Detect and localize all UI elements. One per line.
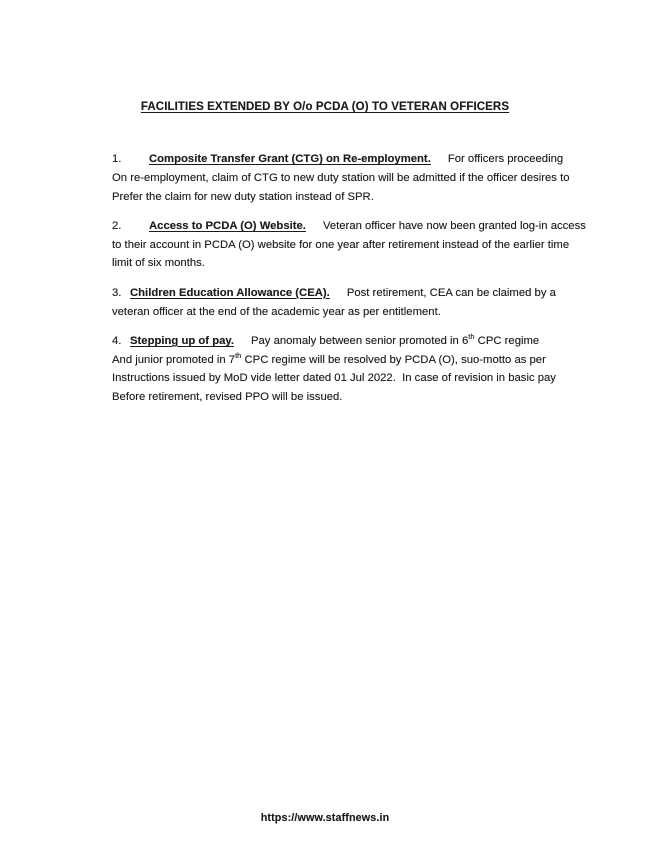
item-lead-text: For officers proceeding: [447, 153, 564, 165]
item-number: 3.: [112, 286, 122, 299]
item-heading: Stepping up of pay.: [130, 334, 234, 347]
footer-url: https://www.staffnews.in: [260, 812, 390, 824]
body-line: veteran officer at the end of the academic year as per entitlement.: [112, 305, 441, 318]
body-line: Prefer the claim for new duty station instead of SPR.: [112, 190, 374, 203]
item-heading: Composite Transfer Grant (CTG) on Re-employment.: [149, 153, 431, 165]
body-line-text: CPC regime will be resolved by PCDA (O), suo-motto as per: [241, 353, 546, 366]
body-line-text: And junior promoted in 7: [112, 353, 236, 366]
item-lead-text: Veteran officer have now been granted log-in access: [322, 219, 586, 232]
document-title: [0, 0, 650, 113]
item-number: 4.: [112, 334, 122, 347]
paragraph-website: [112, 217, 586, 273]
paragraph-cea: [112, 284, 562, 322]
document-title-text: FACILITIES EXTENDED BY O/o PCDA (O) TO VETERAN OFFICERS: [140, 101, 510, 113]
item-lead-text: CPC regime: [474, 334, 540, 347]
item-number: 1.: [112, 153, 122, 165]
body-line: [112, 351, 562, 370]
item-number: 2.: [112, 219, 122, 232]
paragraph-ctg: [112, 150, 570, 206]
paragraph-first-line: [112, 284, 562, 303]
body-line: to their account in PCDA (O) website for one year after retirement instead of the earlier time: [112, 238, 570, 251]
body-line: limit of six months.: [112, 257, 205, 270]
item-lead-text: Post retirement, CEA can be claimed by a: [346, 286, 556, 299]
item-heading: Access to PCDA (O) Website.: [149, 219, 306, 232]
item-lead-text: Pay anomaly between senior promoted in 6: [250, 334, 469, 347]
body-line: Before retirement, revised PPO will be issued.: [112, 391, 343, 404]
body-line: Instructions issued by MoD vide letter dated 01 Jul 2022. In case of revision in basic pay: [112, 372, 556, 385]
paragraph-first-line: [112, 217, 586, 236]
paragraph-stepping-up-pay: [112, 332, 562, 407]
document-body: [112, 150, 586, 407]
ordinal-superscript: th: [235, 350, 242, 360]
item-heading: Children Education Allowance (CEA).: [130, 286, 330, 299]
paragraph-first-line: [112, 150, 562, 169]
ordinal-superscript: th: [468, 332, 475, 342]
paragraph-first-line: [112, 332, 562, 351]
body-line: On re-employment, claim of CTG to new duty station will be admitted if the officer desires to: [112, 171, 570, 184]
